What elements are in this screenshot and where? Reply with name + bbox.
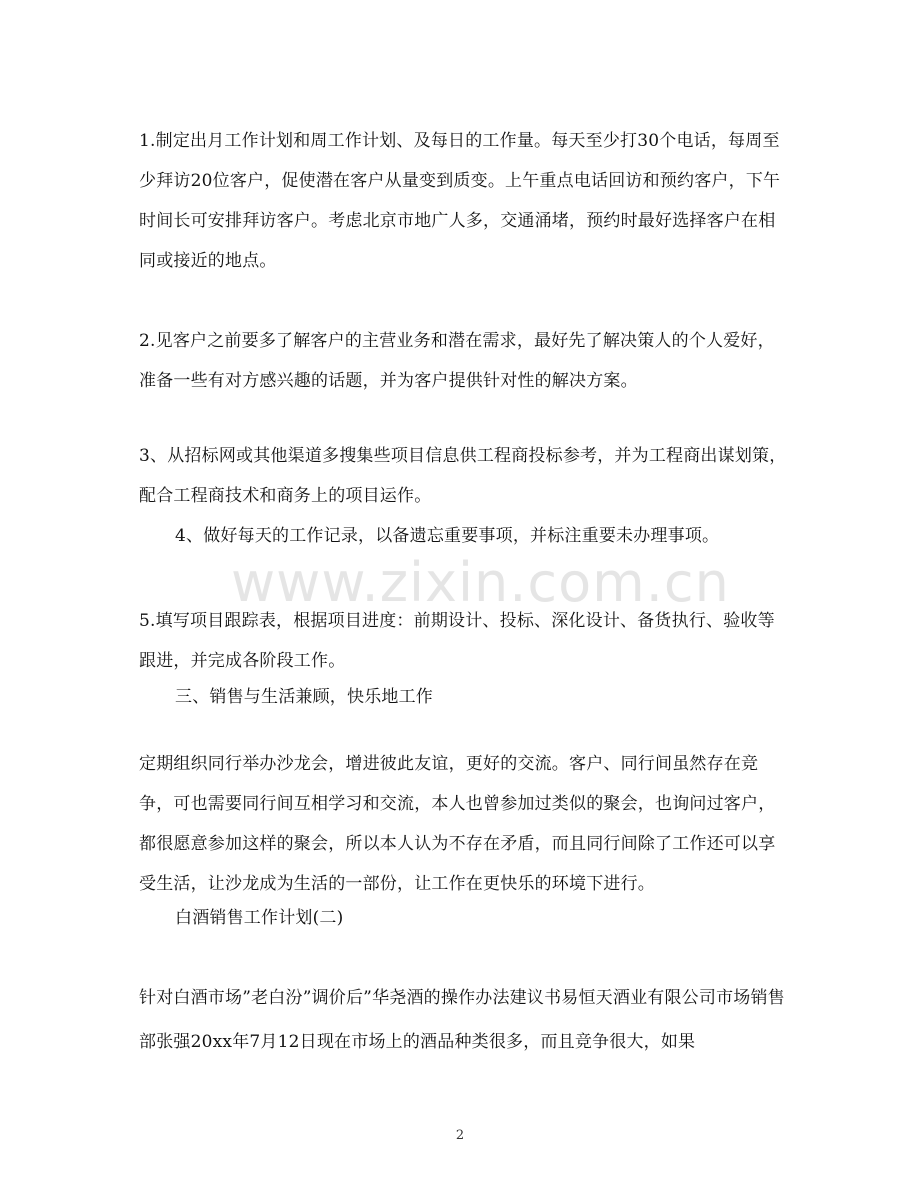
paragraph-item-5: 5.填写项目跟踪表，根据项目进度：前期设计、投标、深化设计、备货执行、验收等跟进，并完成各阶段工作。 (139, 611, 775, 671)
paragraph-proposal: 针对白酒市场”老白汾”调价后”华尧酒的操作办法建议书易恒天酒业有限公司市场销售部张强20xx年7月12日现在市场上的酒品种类很多，而且竞争很大，如果 (139, 988, 785, 1052)
paragraph-salon: 定期组织同行举办沙龙会，增进彼此友谊，更好的交流。客户、同行间虽然存在竞争，可也需要同行间互相学习和交流，本人也曾参加过类似的聚会，也询问过客户，都很愿意参加这样的聚会，所以本人认为不存在矛盾，而且同行间除了工作还可以享受生活，让沙龙成为生活的一部份，让工作在更快乐的环境下进行。 (139, 754, 776, 894)
section-heading: 三、销售与生活兼顾，快乐地工作 (175, 687, 433, 707)
page-number: 2 (455, 1128, 465, 1143)
paragraph-item-3: 3、从招标网或其他渠道多搜集些项目信息供工程商投标参考，并为工程商出谋划策，配合工程商技术和商务上的项目运作。 (139, 446, 787, 506)
paragraph-item-1: 1.制定出月工作计划和周工作计划、及每日的工作量。每天至少打30个电话，每周至少拜访20位客户，促使潜在客户从量变到质变。上午重点电话回访和预约客户，下午时间长可安排拜访客户。考虑北京市地广人多，交通涌堵，预约时最好选择客户在相同或接近的地点。 (139, 131, 781, 271)
document-subtitle: 白酒销售工作计划(二) (175, 908, 344, 928)
paragraph-item-2: 2.见客户之前要多了解客户的主营业务和潜在需求，最好先了解决策人的个人爱好，准备一些有对方感兴趣的话题，并为客户提供针对性的解决方案。 (139, 331, 775, 391)
watermark: www.zixin.com.cn (231, 551, 730, 614)
paragraph-item-4: 4、做好每天的工作记录，以备遗忘重要事项，并标注重要未办理事项。 (175, 526, 720, 546)
